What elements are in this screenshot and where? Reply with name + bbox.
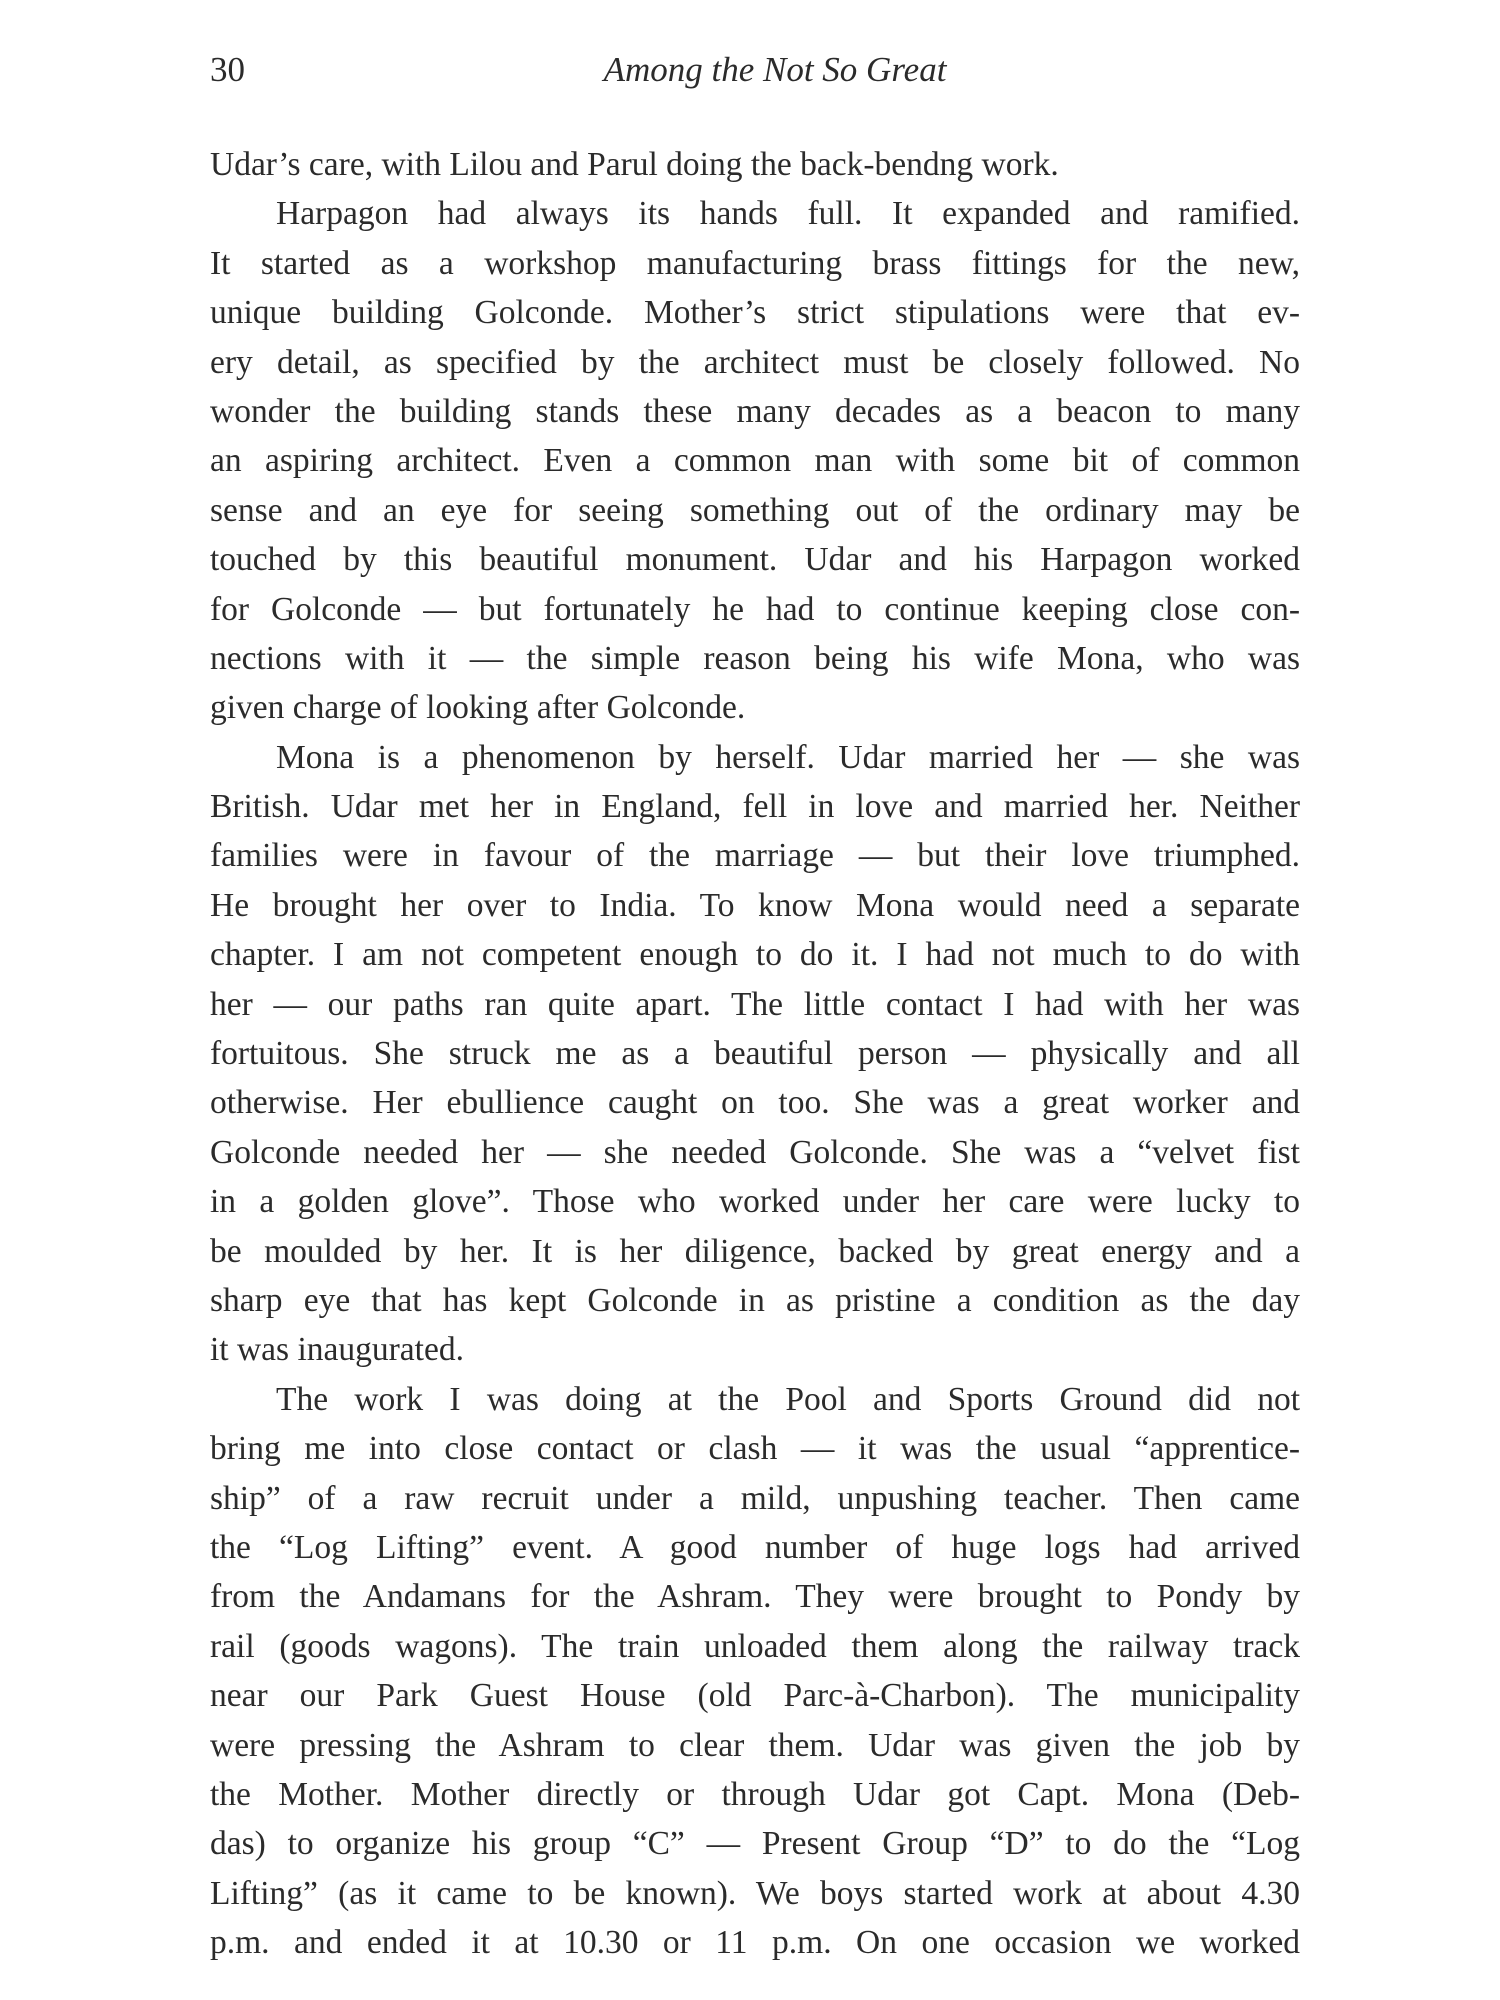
text-line: families were in favour of the marriage — but their love triumphed. <box>210 837 1300 875</box>
text-line: Harpagon had always its hands full. It expanded and ramified. <box>276 195 1300 233</box>
page-number: 30 <box>210 50 245 89</box>
text-line: it was inaugurated. <box>210 1331 464 1369</box>
text-line: Udar’s care, with Lilou and Parul doing the back-bendng work. <box>210 146 1059 183</box>
text-line: nections with it — the simple reason being his wife Mona, who was <box>210 639 1300 677</box>
text-line: Lifting” (as it came to be known). We boys started work at about 4.30 <box>210 1874 1300 1912</box>
text-line: unique building Golconde. Mother’s strict stipulations were that ev- <box>210 294 1300 332</box>
text-line: das) to organize his group “C” — Present Group “D” to do the “Log <box>210 1825 1300 1863</box>
text-line: ery detail, as specified by the architect must be closely followed. No <box>210 343 1300 381</box>
text-line: Golconde needed her — she needed Golconde. She was a “velvet fist <box>210 1133 1300 1171</box>
text-line: sharp eye that has kept Golconde in as pristine a condition as the day <box>210 1281 1300 1319</box>
text-line: for Golconde — but fortunately he had to continue keeping close con- <box>210 590 1300 628</box>
text-line: near our Park Guest House (old Parc-à-Charbon). The municipality <box>210 1677 1300 1715</box>
text-line: her — our paths ran quite apart. The little contact I had with her was <box>210 985 1300 1023</box>
text-line: be moulded by her. It is her diligence, backed by great energy and a <box>210 1232 1300 1270</box>
text-line: were pressing the Ashram to clear them. Udar was given the job by <box>210 1726 1300 1764</box>
text-line: British. Udar met her in England, fell in love and married her. Neither <box>210 788 1300 826</box>
text-line: p.m. and ended it at 10.30 or 11 p.m. On one occasion we worked <box>210 1924 1300 1962</box>
paragraph <box>210 1375 1300 1968</box>
running-title: Among the Not So Great <box>603 50 947 89</box>
text-line: sense and an eye for seeing something out of the ordinary may be <box>210 491 1300 529</box>
page-header <box>210 44 1300 96</box>
text-line: touched by this beautiful monument. Udar and his Harpagon worked <box>210 541 1300 579</box>
text-line: wonder the building stands these many decades as a beacon to many <box>210 392 1300 430</box>
text-line: in a golden glove”. Those who worked under her care were lucky to <box>210 1183 1300 1221</box>
paragraph <box>210 189 1300 732</box>
text-line: fortuitous. She struck me as a beautiful person — physically and all <box>210 1035 1300 1073</box>
text-line: ship” of a raw recruit under a mild, unpushing teacher. Then came <box>210 1479 1300 1517</box>
text-line: bring me into close contact or clash — it was the usual “apprentice- <box>210 1430 1300 1468</box>
text-line: otherwise. Her ebullience caught on too. She was a great worker and <box>210 1084 1300 1122</box>
text-line: rail (goods wagons). The train unloaded them along the railway track <box>210 1627 1300 1665</box>
paragraph <box>210 733 1300 1375</box>
text-line: The work I was doing at the Pool and Sports Ground did not <box>276 1380 1300 1418</box>
text-line: from the Andamans for the Ashram. They were brought to Pondy by <box>210 1578 1300 1616</box>
text-line: chapter. I am not competent enough to do it. I had not much to do with <box>210 936 1300 974</box>
text-line: It started as a workshop manufacturing brass fittings for the new, <box>210 244 1300 282</box>
text-line: the Mother. Mother directly or through Udar got Capt. Mona (Deb- <box>210 1775 1300 1813</box>
text-line: the “Log Lifting” event. A good number of huge logs had arrived <box>210 1528 1300 1566</box>
text-line: Mona is a phenomenon by herself. Udar married her — she was <box>276 738 1300 776</box>
text-line: an aspiring architect. Even a common man with some bit of common <box>210 442 1300 480</box>
text-line: He brought her over to India. To know Mona would need a separate <box>210 886 1300 924</box>
text-line: given charge of looking after Golconde. <box>210 689 746 727</box>
body-text <box>210 140 1300 1967</box>
paragraph <box>210 140 1300 189</box>
